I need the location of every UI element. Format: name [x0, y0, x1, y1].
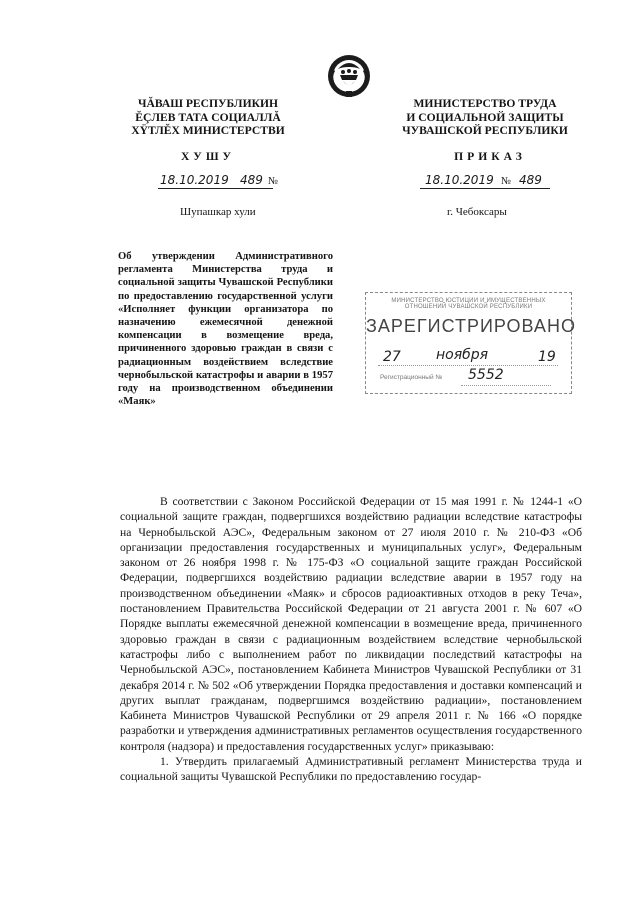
stamp-org-line-2: ОТНОШЕНИЙ ЧУВАШСКОЙ РЕСПУБЛИКИ	[404, 304, 533, 310]
header-left-org	[108, 97, 308, 138]
stamp-number-label: Регистрационный №	[380, 374, 443, 381]
date-underline-left	[158, 188, 273, 189]
stamp-number: 5552	[468, 367, 504, 383]
number-sign-left: №	[268, 176, 279, 187]
stamp-org-line-1: МИНИСТЕРСТВО ЮСТИЦИИ И ИМУЩЕСТВЕННЫХ	[391, 298, 546, 304]
stamp-month: ноября	[436, 347, 489, 363]
body-paragraph-1: В соответствии с Законом Российской Федерации от 15 мая 1991 г. № 1244-1 «О социальной защите граждан, подвергшихся воздействию радиации вследствие катастрофы на Чернобыльской АЭС», Федеральным законом от 27 июля 2010 г. № 210-ФЗ «Об организации предоставления государственных и муниципальных услуг», Федеральным законом от 26 ноября 1998 г. № 175-ФЗ «О социальной защите граждан Российской Федерации, подвергшихся воздействию радиации вследствие аварии в 1957 году на производственном объединении «Маяк» и сбросов радиоактивных отходов в реку Теча», постановлением Правительства Российской Федерации от 21 августа 2001 г. № 607 «О Порядке выплаты ежемесячной денежной компенсации в возмещение вреда, причиненного здоровью граждан в связи с радиационным воздействием вследствие чернобыльской катастрофы либо с выполнением работ по ликвидации последствий катастрофы на Чернобыльской АЭС», постановлением Кабинета Министров Чувашской Республики от 31 декабря 2014 г. № 502 «Об утверждении Порядка предоставления и доставки компенсаций и других выплат гражданам, подвергшимся воздействию радиации», постановлением Кабинета Министров Чувашской Республики от 29 апреля 2011 г. № 166 «О порядке разработки и утверждения административных регламентов осуществления государственного контроля (надзора) и предоставления государственных услуг» приказываю:	[120, 495, 582, 753]
registration-stamp	[365, 292, 576, 394]
city-chuvash: Шупашкар хули	[180, 206, 256, 218]
document-body	[120, 494, 582, 785]
order-number-left: 489	[240, 173, 263, 187]
order-date-right: 18.10.2019	[425, 173, 494, 187]
order-number-right: 489	[519, 173, 542, 187]
stamp-day: 27	[383, 349, 401, 365]
coat-of-arms-emblem	[326, 53, 372, 99]
header-right-line-2: И СОЦИАЛЬНОЙ ЗАЩИТЫ	[406, 110, 564, 124]
date-underline-right	[420, 188, 550, 189]
stamp-number-underline	[461, 385, 551, 386]
order-date-left: 18.10.2019	[160, 173, 229, 187]
body-paragraph-2: 1. Утвердить прилагаемый Административный регламент Министерства труда и социальной защиты Чувашской Республики по предоставлению государ-	[120, 755, 582, 784]
order-word-russian: ПРИКАЗ	[454, 150, 526, 163]
header-left-line-1: ЧĂВАШ РЕСПУБЛИКИН	[137, 97, 279, 110]
header-right-org	[380, 97, 590, 138]
order-word-chuvash: ХУШУ	[180, 150, 236, 163]
header-left-line-2: ĔÇЛЕВ ТАТА СОЦИАЛЛĂ	[135, 110, 281, 124]
document-title: Об утверждении Административного регламента Министерства труда и социальной защиты Чувашской Республики по предоставлению государственной услуги «Исполняет функции организатора по назначению ежемесячной денежной компенсации в возмещение вреда, причиненного здоровью граждан в связи с радиационным воздействием вследствие чернобыльской катастрофы и аварии в 1957 году на производственном объединении «Маяк»	[118, 251, 333, 408]
city-russian: г. Чебоксары	[447, 206, 507, 218]
header-left-line-3: ХŸТЛĔХ МИНИСТЕРСТВИ	[131, 124, 285, 137]
header-right-line-3: ЧУВАШСКОЙ РЕСПУБЛИКИ	[402, 124, 568, 137]
number-sign-right: №	[501, 176, 512, 187]
stamp-registered-label: ЗАРЕГИСТРИРОВАНО	[366, 316, 576, 336]
stamp-date-underline	[378, 365, 558, 366]
stamp-year: 19	[538, 349, 556, 365]
header-right-line-1: МИНИСТЕРСТВО ТРУДА	[413, 97, 557, 110]
